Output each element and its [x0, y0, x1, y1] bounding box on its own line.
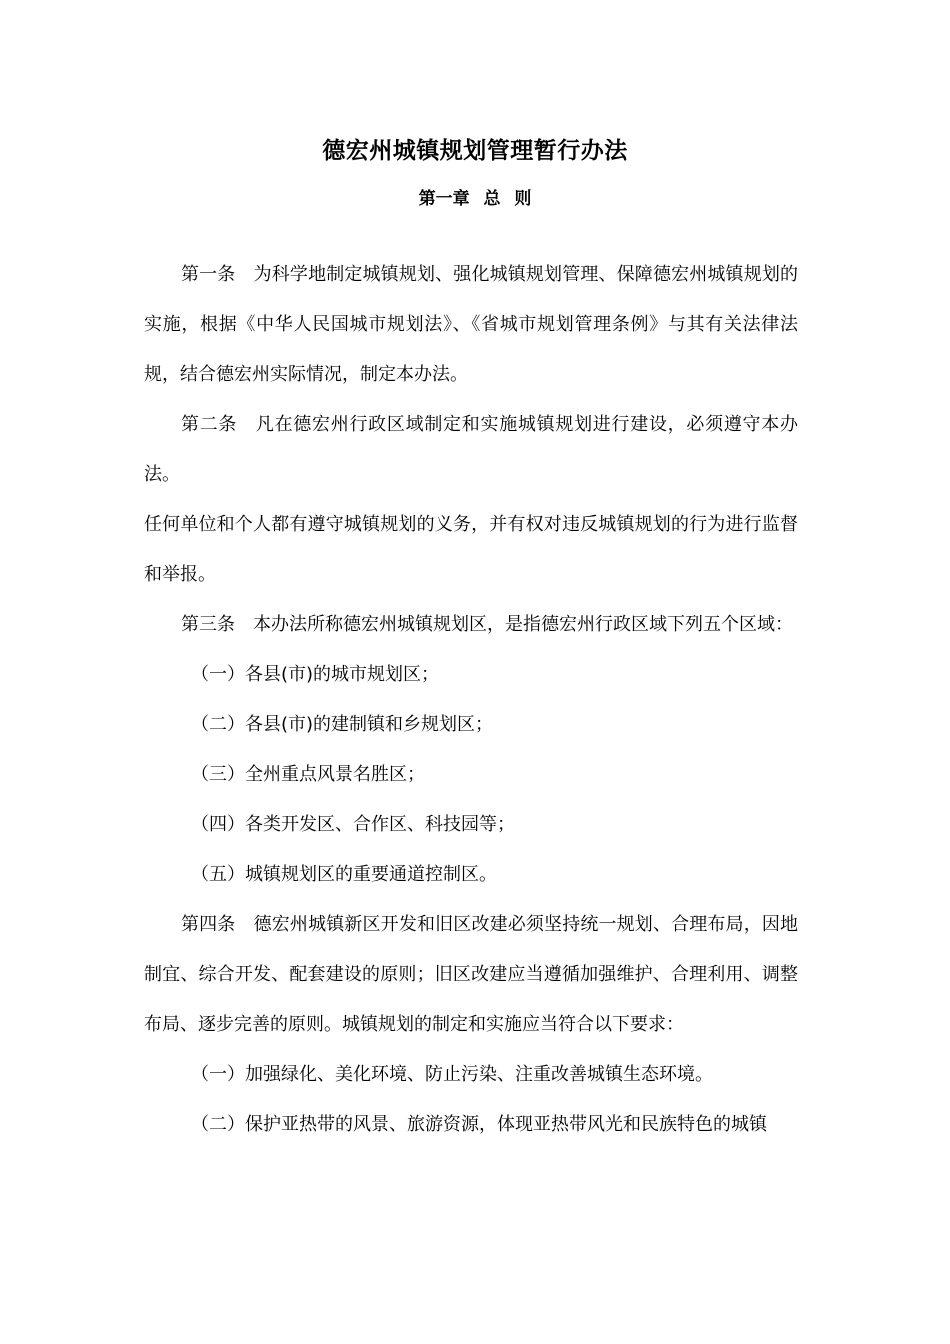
list-item: （五）城镇规划区的重要通道控制区。 [191, 864, 497, 885]
article-4 [144, 900, 798, 1050]
article-text: 凡在德宏州行政区域制定和实施城镇规划进行建设，必须遵守本办法。 [144, 414, 798, 485]
document-body [144, 250, 798, 1150]
article-2 [144, 400, 798, 500]
list-item: （三）全州重点风景名胜区； [191, 764, 425, 785]
article-label: 第三条 [181, 614, 235, 635]
article-text: 德宏州城镇新区开发和旧区改建必须坚持统一规划、合理布局，因地制宜、综合开发、配套建设的原则；旧区改建应当遵循加强维护、合理利用、调整布局、逐步完善的原则。城镇规划的制定和实施应当符合以下要求： [144, 914, 799, 1035]
list-item: （四）各类开发区、合作区、科技园等； [191, 814, 515, 835]
chapter-heading: 第一章 总 则 [418, 189, 532, 209]
list-item: （一）各县(市)的城市规划区； [191, 664, 440, 685]
list-item: （二）保护亚热带的风景、旅游资源，体现亚热带风光和民族特色的城镇 [191, 1114, 767, 1135]
list-item: （二）各县(市)的建制镇和乡规划区； [191, 714, 494, 735]
article-label: 第二条 [181, 414, 238, 435]
document-title: 德宏州城镇规划管理暂行办法 [322, 138, 628, 164]
article-1 [144, 250, 798, 400]
list-item: （一）加强绿化、美化环境、防止污染、注重改善城镇生态环境。 [191, 1064, 713, 1085]
article-label: 第一条 [181, 264, 236, 285]
article-3 [144, 600, 798, 650]
article-label: 第四条 [181, 914, 236, 935]
article-2-continuation: 任何单位和个人都有遵守城镇规划的义务，并有权对违反城镇规划的行为进行监督和举报。 [144, 514, 798, 585]
article-text: 本办法所称德宏州城镇规划区，是指德宏州行政区域下列五个区域： [253, 614, 793, 635]
article-text: 为科学地制定城镇规划、强化城镇规划管理、保障德宏州城镇规划的实施，根据《中华人民国城市规划法》、《省城市规划管理条例》与其有关法律法规，结合德宏州实际情况，制定本办法。 [144, 264, 799, 385]
